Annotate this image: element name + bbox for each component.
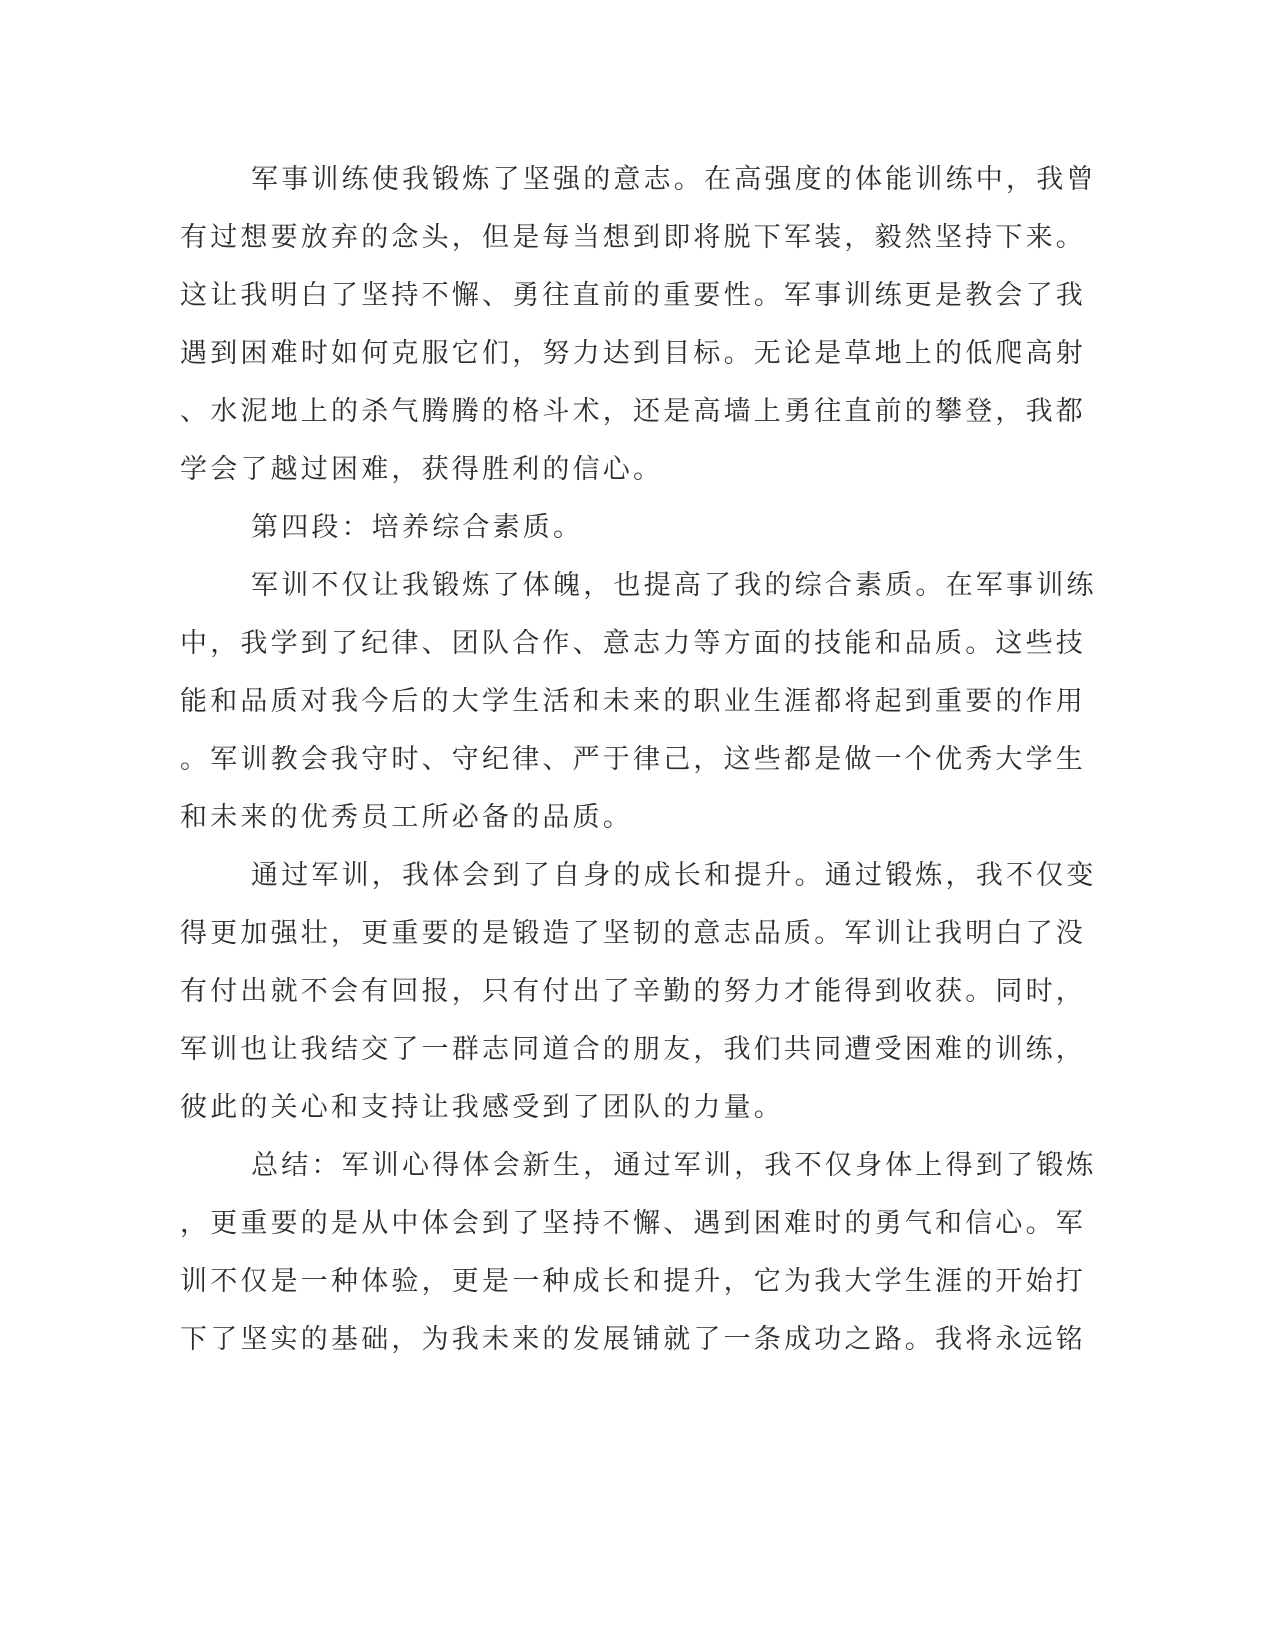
text-line: 军训也让我结交了一群志同道合的朋友，我们共同遭受困难的训练， (180, 1034, 1086, 1065)
text-line: ，更重要的是从中体会到了坚持不懈、遇到困难时的勇气和信心。军 (180, 1208, 1086, 1239)
text-line: 军训不仅让我锻炼了体魄，也提高了我的综合素质。在军事训练 (251, 570, 1097, 601)
text-line: 有过想要放弃的念头，但是每当想到即将脱下军装，毅然坚持下来。 (180, 222, 1086, 253)
text-line: 有付出就不会有回报，只有付出了辛勤的努力才能得到收获。同时， (180, 976, 1086, 1007)
text-line: 能和品质对我今后的大学生活和未来的职业生涯都将起到重要的作用 (180, 686, 1086, 717)
text-line: 。军训教会我守时、守纪律、严于律己，这些都是做一个优秀大学生 (180, 744, 1086, 775)
text-line: 中，我学到了纪律、团队合作、意志力等方面的技能和品质。这些技 (180, 628, 1086, 659)
section-heading: 第四段：培养综合素质。 (251, 512, 584, 543)
text-line: 遇到困难时如何克服它们，努力达到目标。无论是草地上的低爬高射 (180, 338, 1086, 369)
text-line: 学会了越过困难，获得胜利的信心。 (180, 454, 664, 485)
text-line: 军事训练使我锻炼了坚强的意志。在高强度的体能训练中，我曾 (251, 164, 1097, 195)
text-line: 训不仅是一种体验，更是一种成长和提升，它为我大学生涯的开始打 (180, 1266, 1086, 1297)
text-line: 和未来的优秀员工所必备的品质。 (180, 802, 633, 833)
text-line: 总结：军训心得体会新生，通过军训，我不仅身体上得到了锻炼 (251, 1150, 1097, 1181)
text-line: 彼此的关心和支持让我感受到了团队的力量。 (180, 1092, 784, 1123)
text-line: 这让我明白了坚持不懈、勇往直前的重要性。军事训练更是教会了我 (180, 280, 1086, 311)
text-line: 下了坚实的基础，为我未来的发展铺就了一条成功之路。我将永远铭 (180, 1324, 1086, 1355)
text-line: 通过军训，我体会到了自身的成长和提升。通过锻炼，我不仅变 (251, 860, 1097, 891)
text-line: 、水泥地上的杀气腾腾的格斗术，还是高墙上勇往直前的攀登，我都 (180, 396, 1086, 427)
text-line: 得更加强壮，更重要的是锻造了坚韧的意志品质。军训让我明白了没 (180, 918, 1086, 949)
